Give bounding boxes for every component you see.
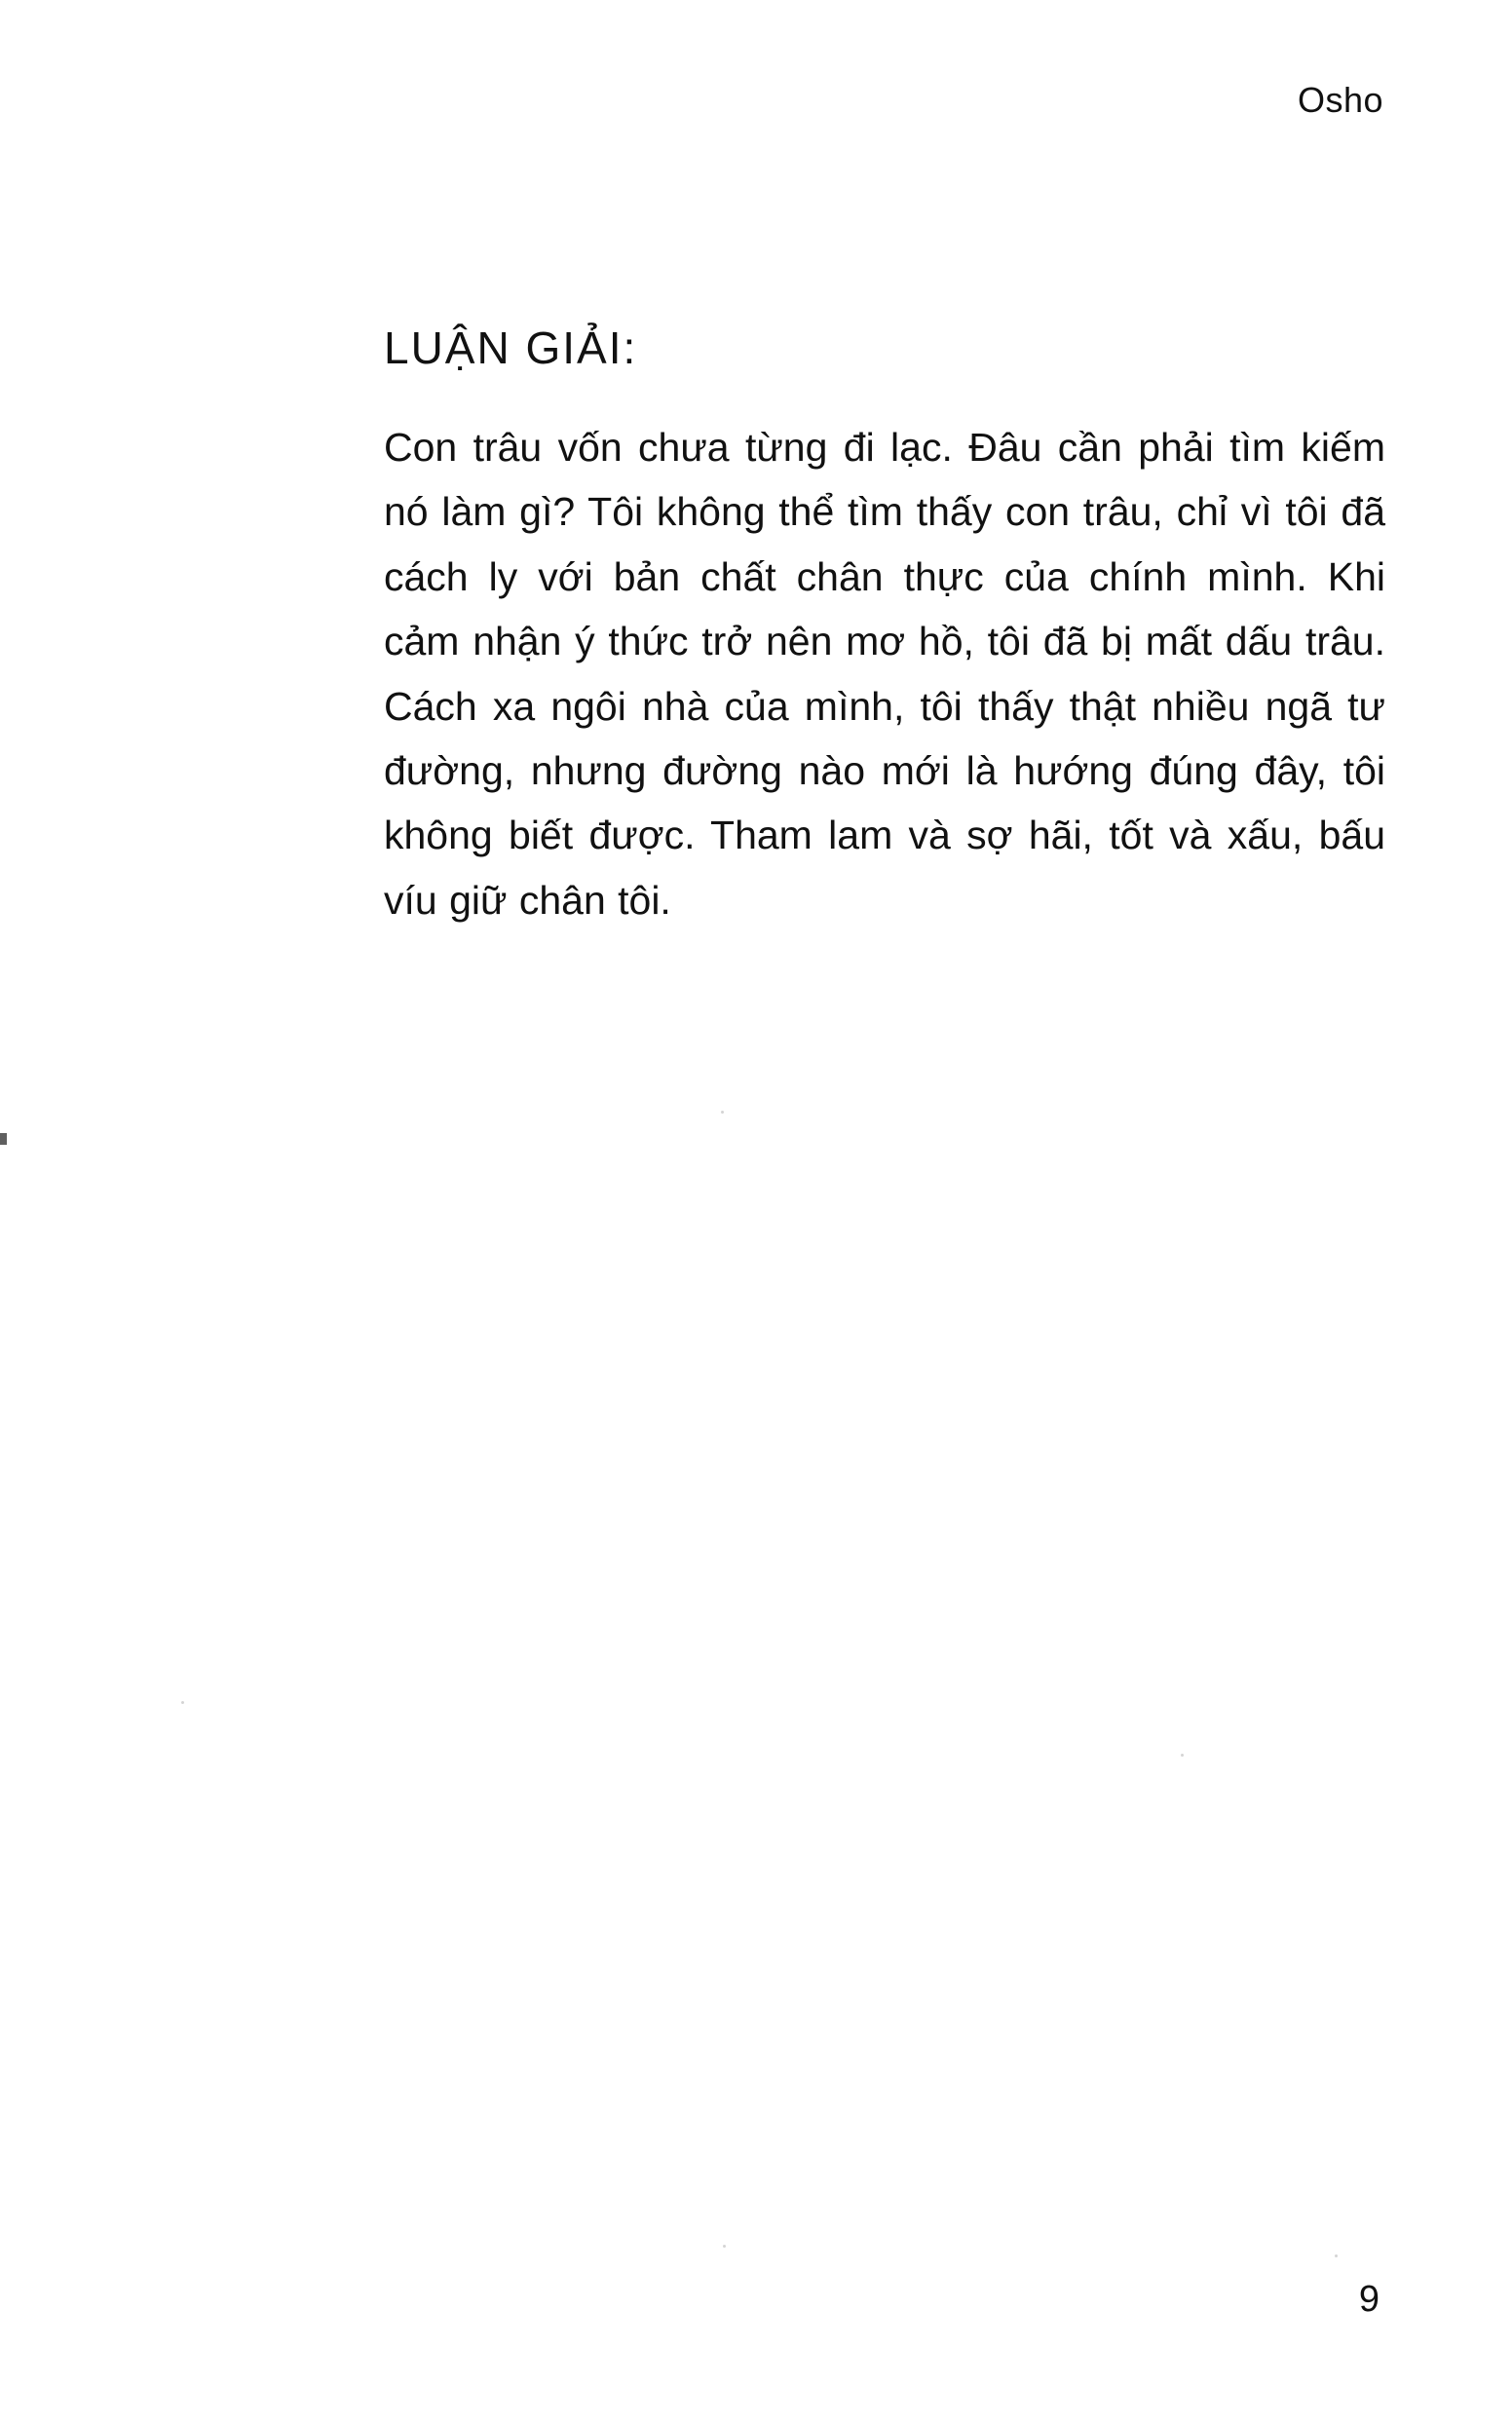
section-heading: LUẬN GIẢI:	[384, 322, 638, 373]
page-number: 9	[1358, 2279, 1380, 2320]
page-edge-mark	[0, 1133, 7, 1145]
paper-speck	[1181, 1754, 1184, 1757]
paper-speck	[723, 2245, 726, 2248]
paper-speck	[1335, 2254, 1338, 2257]
running-head-author: Osho	[1297, 80, 1383, 120]
paper-speck	[721, 1111, 724, 1114]
body-paragraph: Con trâu vốn chưa từng đi lạc. Đâu cần phải tìm kiếm nó làm gì? Tôi không thể tìm thấy con trâu, chỉ vì tôi đã cách ly với bản chất chân thực của chính mình. Khi cảm nhận ý thức trở nên mơ hồ, tôi đã bị mất dấu trâu. Cách xa ngôi nhà của mình, tôi thấy thật nhiều ngã tư đường, nhưng đường nào mới là hướng đúng đây, tôi không biết được. Tham lam và sợ hãi, tốt và xấu, bấu víu giữ chân tôi.	[384, 425, 1385, 923]
page-content	[384, 322, 1385, 932]
paper-speck	[181, 1701, 184, 1704]
